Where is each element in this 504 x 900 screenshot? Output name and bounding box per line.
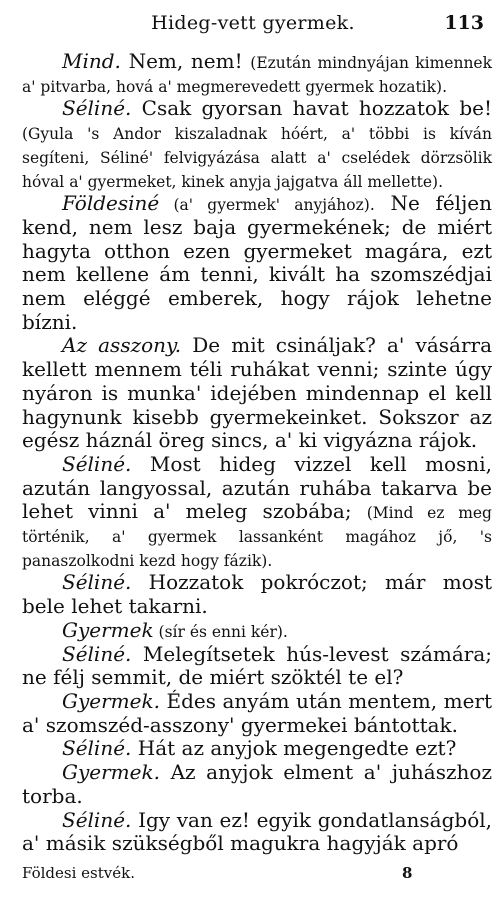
stage-direction: (a' gyermek' anyjához).: [159, 196, 375, 215]
spoken-text: Hozzatok pokróczot; már most bele lehet takarni.: [22, 570, 492, 619]
spoken-text: Ne féljen kend, nem lesz baja gyermekének; de miért hagyta otthon ezen gyermeket magára, ezt nem kellene ám tenni, kivált ha szomszédjai nem eléggé emberek, hogy rájok lehetne bízni.: [22, 191, 492, 334]
dialogue-paragraph: [22, 809, 492, 856]
spoken-text: Nem, nem!: [120, 49, 251, 73]
dialogue-paragraph: [22, 453, 492, 572]
speaker-name: Séliné.: [62, 451, 132, 476]
dialogue-paragraph: [22, 619, 492, 643]
speaker-name: Gyermek.: [62, 688, 160, 713]
running-title: Hideg-vett gyermek.: [151, 12, 355, 34]
dialogue-paragraph: [22, 97, 492, 192]
page-footer: [22, 864, 484, 888]
dialogue-paragraph: [22, 643, 492, 690]
speaker-name: Gyermek.: [62, 760, 160, 785]
speaker-name: Gyermek: [62, 617, 154, 642]
spoken-text: Melegítsetek hús-levest számára; ne félj semmit, de miért szöktél te el?: [22, 641, 492, 690]
page-number: 113: [444, 12, 484, 34]
dialogue-paragraph: [22, 761, 492, 808]
stage-direction: (Mind ez meg történik, a' gyermek lassanként magához jő, 's panaszolkodni kezd hogy fázik).: [22, 504, 492, 570]
sheet-number: 8: [402, 864, 413, 882]
speaker-name: Séliné.: [62, 570, 132, 595]
speaker-name: Séliné.: [62, 736, 132, 761]
speaker-name: Séliné.: [62, 96, 132, 121]
dialogue-paragraph: [22, 50, 492, 97]
spoken-text: Édes anyám után mentem, mert a' szomszéd-asszony' gyermekei bántottak.: [22, 688, 492, 737]
speaker-name: Séliné.: [62, 641, 132, 666]
page-header: [22, 10, 484, 40]
spoken-text: Csak gyorsan havat hozzatok be!: [131, 96, 492, 121]
dialogue-paragraph: [22, 737, 492, 761]
dialogue-text: [22, 50, 492, 856]
speaker-name: Mind.: [62, 49, 121, 73]
signature-mark: Földesi estvék.: [22, 864, 135, 882]
dialogue-paragraph: [22, 571, 492, 618]
spoken-text: Most hideg vizzel kell mosni, azután langyossal, azután ruhába takarva be lehet vinni a' meleg szobába;: [22, 451, 492, 524]
spoken-text: Hát az anyjok megengedte ezt?: [131, 736, 457, 761]
stage-direction: (Gyula 's Andor kiszaladnak hóért, a' többi is kíván segíteni, Séliné' felvigyázása alatt a' cselédek dörzsölik hóval a' gyermeket, kinek anyja jajgatva áll mellette).: [22, 125, 492, 191]
speaker-name: Séliné.: [62, 807, 132, 832]
speaker-name: Földesiné: [62, 191, 160, 216]
spoken-text: Az anyjok elment a' juhászhoz torba.: [22, 760, 492, 808]
spoken-text: De mit csináljak? a' vásárra kellett mennem téli ruhákat venni; szinte úgy nyáron is munka' idejében mindennap el kell hagynunk kisebb gyermekeinket. Sokszor az egész háznál öreg sincs, a' ki vigyázna rájok.: [22, 333, 492, 453]
dialogue-paragraph: [22, 690, 492, 737]
dialogue-paragraph: [22, 334, 492, 453]
speaker-name: Az asszony.: [62, 333, 182, 358]
dialogue-paragraph: [22, 192, 492, 334]
spoken-text: Igy van ez! egyik gondatlanságból, a' másik szükségből magukra hagyják apró: [22, 807, 492, 856]
stage-direction: (sír és enni kér).: [153, 622, 288, 641]
stage-direction: (Ezután mindnyájan kimennek a' pitvarba, hová a' megmerevedett gyermek hozatik).: [22, 54, 492, 96]
